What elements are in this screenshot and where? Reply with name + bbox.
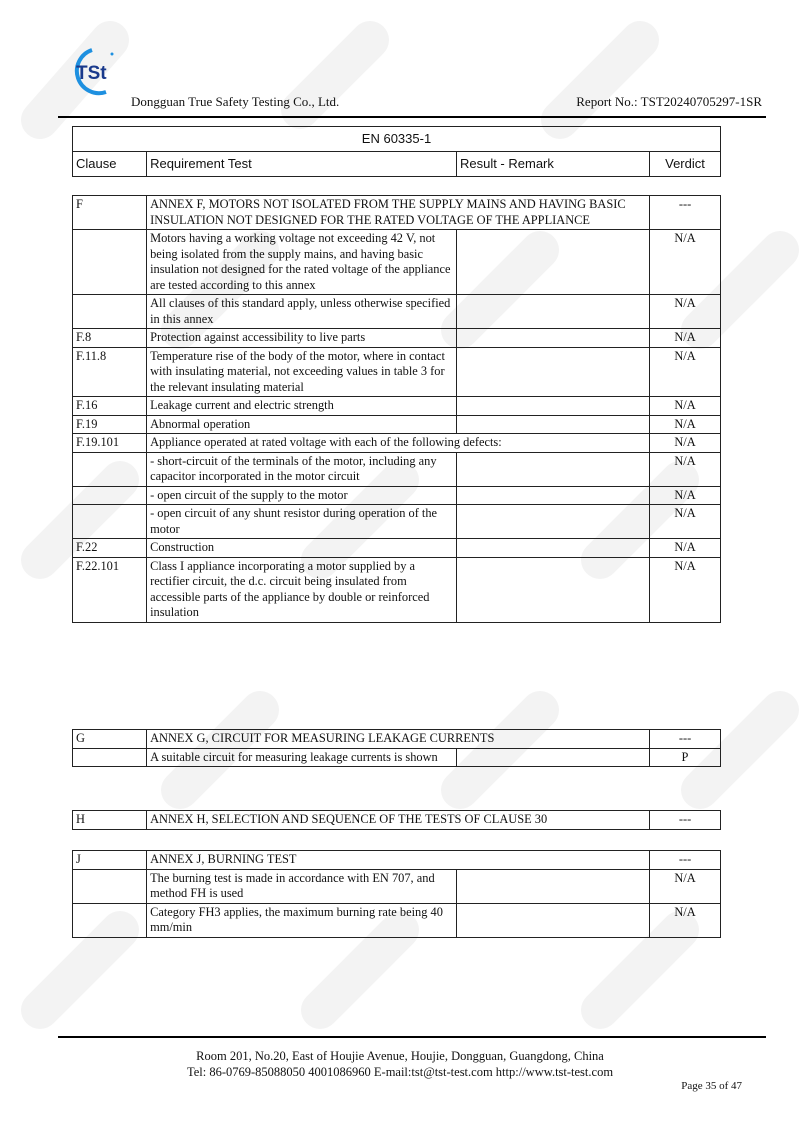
requirement-cell: Protection against accessibility to live parts (147, 329, 457, 348)
verdict-cell: N/A (650, 295, 721, 329)
clause-cell (73, 869, 147, 903)
result-cell (456, 329, 649, 348)
table-header (72, 126, 721, 177)
result-cell (456, 452, 649, 486)
table-row (73, 452, 721, 486)
result-cell (456, 748, 649, 767)
verdict-cell: N/A (650, 329, 721, 348)
verdict-cell: --- (650, 196, 721, 230)
clause-cell: F.19 (73, 415, 147, 434)
verdict-cell: N/A (650, 903, 721, 937)
svg-text:TSt: TSt (76, 63, 107, 84)
column-header-verdict: Verdict (650, 152, 721, 177)
requirement-cell: A suitable circuit for measuring leakage currents is shown (147, 748, 457, 767)
clause-cell: F.19.101 (73, 434, 147, 453)
result-cell (456, 539, 649, 558)
verdict-cell: N/A (650, 230, 721, 295)
result-cell (456, 230, 649, 295)
verdict-cell: N/A (650, 397, 721, 416)
clause-cell (73, 452, 147, 486)
page-number: Page 35 of 47 (681, 1080, 742, 1092)
verdict-cell: N/A (650, 557, 721, 622)
verdict-cell: N/A (650, 486, 721, 505)
requirement-cell: Category FH3 applies, the maximum burning rate being 40 mm/min (147, 903, 457, 937)
verdict-cell: --- (650, 811, 721, 830)
clause-cell (73, 505, 147, 539)
table-row (73, 295, 721, 329)
table-row (73, 329, 721, 348)
verdict-cell: N/A (650, 434, 721, 453)
result-cell (456, 557, 649, 622)
clause-cell: F.16 (73, 397, 147, 416)
clause-cell: F.22 (73, 539, 147, 558)
table-row (73, 903, 721, 937)
company-name: Dongguan True Safety Testing Co., Ltd. (131, 94, 340, 109)
annex-h-table (72, 810, 721, 830)
requirement-cell: ANNEX H, SELECTION AND SEQUENCE OF THE TESTS OF CLAUSE 30 (147, 811, 650, 830)
clause-cell (73, 486, 147, 505)
tst-logo-icon (66, 46, 120, 96)
requirement-cell: ANNEX J, BURNING TEST (147, 851, 650, 870)
verdict-cell: N/A (650, 505, 721, 539)
result-cell (456, 869, 649, 903)
footer-divider (58, 1036, 766, 1038)
table-row (73, 557, 721, 622)
result-cell (456, 347, 649, 397)
requirement-cell: Motors having a working voltage not exceeding 42 V, not being isolated from the supply mains, and having basic insulation not designed for the rated voltage of the appliance are tested according to this annex (147, 230, 457, 295)
standard-title: EN 60335-1 (73, 127, 721, 152)
requirement-cell: ANNEX G, CIRCUIT FOR MEASURING LEAKAGE CURRENTS (147, 730, 650, 749)
requirement-cell: - short-circuit of the terminals of the motor, including any capacitor incorporated in the motor circuit (147, 452, 457, 486)
column-header-clause: Clause (73, 152, 147, 177)
requirement-cell: Class I appliance incorporating a motor supplied by a rectifier circuit, the d.c. circuit being insulated from accessible parts of the appliance by double or reinforced insulation (147, 557, 457, 622)
verdict-cell: P (650, 748, 721, 767)
table-row (73, 434, 721, 453)
table-row (73, 486, 721, 505)
table-row (73, 851, 721, 870)
clause-cell: G (73, 730, 147, 749)
verdict-cell: N/A (650, 869, 721, 903)
verdict-cell: N/A (650, 452, 721, 486)
footer-address: Room 201, No.20, East of Houjie Avenue, Houjie, Dongguan, Guangdong, China (196, 1049, 604, 1063)
clause-cell (73, 230, 147, 295)
clause-cell: F.11.8 (73, 347, 147, 397)
requirement-cell: Construction (147, 539, 457, 558)
clause-cell: F (73, 196, 147, 230)
clause-cell (73, 748, 147, 767)
requirement-cell: The burning test is made in accordance with EN 707, and method FH is used (147, 869, 457, 903)
clause-cell (73, 903, 147, 937)
company-logo (66, 46, 120, 96)
annex-j-table (72, 850, 721, 938)
clause-cell (73, 295, 147, 329)
table-row (73, 730, 721, 749)
verdict-cell: --- (650, 851, 721, 870)
result-cell (456, 486, 649, 505)
column-header-requirement: Requirement Test (147, 152, 457, 177)
requirement-cell: - open circuit of the supply to the motor (147, 486, 457, 505)
table-row (73, 415, 721, 434)
clause-cell: J (73, 851, 147, 870)
table-row (73, 811, 721, 830)
requirement-cell: All clauses of this standard apply, unless otherwise specified in this annex (147, 295, 457, 329)
result-cell (456, 903, 649, 937)
table-row (73, 505, 721, 539)
verdict-cell: N/A (650, 347, 721, 397)
verdict-cell: N/A (650, 415, 721, 434)
clause-cell: H (73, 811, 147, 830)
result-cell (456, 415, 649, 434)
result-cell (456, 397, 649, 416)
clause-cell: F.22.101 (73, 557, 147, 622)
header-divider (58, 116, 766, 118)
column-header-result: Result - Remark (456, 152, 649, 177)
footer-contact: Tel: 86-0769-85088050 4001086960 E-mail:tst@tst-test.com http://www.tst-test.com (186, 1065, 614, 1079)
requirement-cell: Leakage current and electric strength (147, 397, 457, 416)
verdict-cell: N/A (650, 539, 721, 558)
table-row (73, 539, 721, 558)
table-row (73, 397, 721, 416)
annex-f-table (72, 195, 721, 623)
requirement-cell: - open circuit of any shunt resistor during operation of the motor (147, 505, 457, 539)
result-cell (456, 295, 649, 329)
requirement-cell: Abnormal operation (147, 415, 457, 434)
requirement-cell: ANNEX F, MOTORS NOT ISOLATED FROM THE SUPPLY MAINS AND HAVING BASIC INSULATION NOT DESIGNED FOR THE RATED VOLTAGE OF THE APPLIANCE (147, 196, 650, 230)
table-row (73, 748, 721, 767)
table-row (73, 196, 721, 230)
report-number: Report No.: TST20240705297-1SR (576, 94, 762, 109)
table-row (73, 869, 721, 903)
requirement-cell: Temperature rise of the body of the motor, where in contact with insulating material, not exceeding values in table 3 for the relevant insulating material (147, 347, 457, 397)
verdict-cell: --- (650, 730, 721, 749)
clause-cell: F.8 (73, 329, 147, 348)
table-row (73, 347, 721, 397)
result-cell (456, 505, 649, 539)
requirement-cell: Appliance operated at rated voltage with each of the following defects: (147, 434, 650, 453)
table-row (73, 230, 721, 295)
annex-g-table (72, 729, 721, 767)
